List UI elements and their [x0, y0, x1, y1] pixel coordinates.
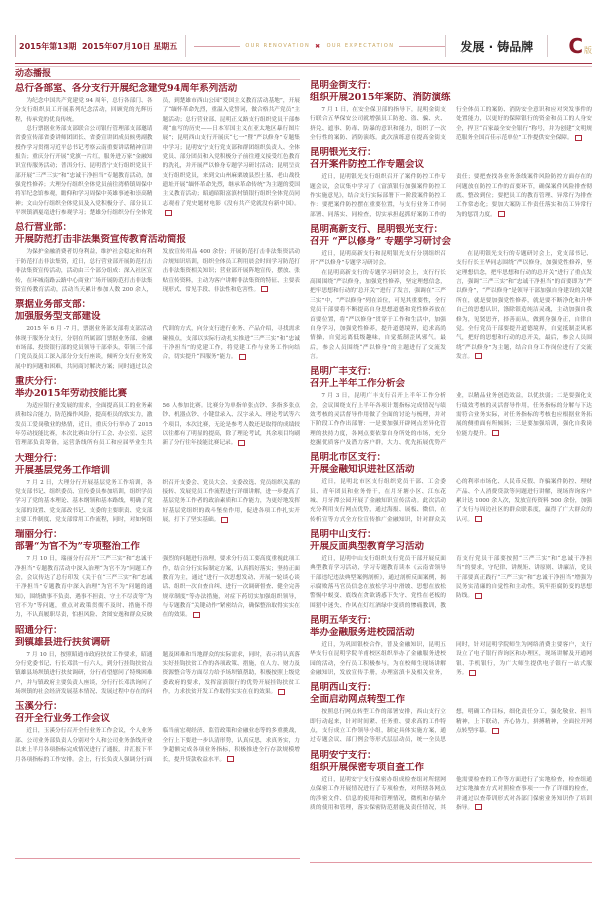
article-paragraph: [456, 250, 592, 362]
article-subheadline: 开展反面典型教育学习活动: [310, 541, 425, 552]
end-mark-icon: [498, 211, 505, 217]
slogan-right: OUR EXPECTATION: [326, 43, 395, 49]
article-body: [15, 651, 300, 698]
article-body: [310, 478, 592, 525]
end-mark-icon: [475, 804, 482, 810]
article-paragraph: [15, 97, 153, 125]
end-mark-icon: [469, 670, 476, 676]
article: [310, 529, 592, 611]
article: [15, 453, 300, 526]
issue-weekday: 星期五: [153, 41, 178, 51]
bottom-rule-right: [310, 862, 592, 863]
paragraph-text: 2015 年 6 月 -7 月，票据业务部支部将支部活动体现于服务分支行，分别在所属部门票据业务部、金融市场部、投资银行部的党员领导干部牵头，带领三个部门党员及员工深入部分分支行座谈，倾听分支行业务发展中的问题和困难，共同商讨解决方案；同时通过以会代训的方式，向分支行进行业务、产品介绍，寻找需求碰撞点，支部以实际行动扎实推进“三严三实”和“忠诚干净担当”的党建工作，将党建工作与业务工作向结合，切实提升“四服务”能力。: [15, 326, 300, 370]
article-headline: 昭通分行：: [15, 624, 63, 636]
article-headline: 昆明广丰支行：: [310, 366, 377, 378]
divider: [185, 35, 186, 57]
article-paragraph: [15, 479, 300, 526]
article-paragraph: [310, 776, 592, 813]
article-body: [15, 727, 300, 764]
article-subheadline: 开展防范打击非法集资宣传教育活动简报: [15, 234, 187, 246]
end-mark-icon: [227, 756, 234, 762]
article: [310, 452, 592, 525]
end-mark-icon: [475, 593, 482, 599]
article-headline: 重庆分行：: [15, 375, 63, 387]
edition-badge: [548, 36, 592, 56]
article-headline: 昆明西山支行：: [310, 682, 377, 694]
article-subheadline: 召开全行业务工作会议: [15, 713, 111, 725]
article-headline: 昆明金街支行：: [310, 80, 377, 91]
edition-letter: C: [568, 34, 583, 58]
article: [310, 682, 592, 745]
paragraph-text: 近日，昆明北市区支行组织党员干部、工会委员、青年团员和业务骨干，在月牙塘小区、江东花城、月牙潭公园开展了金融知识宣传活动。此次活动充分利用支行网点优势，通过海报、展板、微信，在传析宣等方式全方位宣传推广金融知识，针对群众关心的利率市场化、人民币反假、诈骗案件防控、理财产品、个人消费贷款等问题进行讲解，现场咨询客户累计达 1000 余人次，发放宣传资料 500 余份，加强了支行与周边社区的群众联系度，赢得了广大群众的认可。: [310, 479, 592, 523]
article-body: [310, 173, 592, 220]
article: [15, 222, 300, 295]
article-paragraph: [310, 173, 592, 220]
article-paragraph: [310, 478, 592, 525]
article-subheadline: 召开案件防控工作专题会议: [310, 159, 425, 171]
article-subheadline: 到镇雄县进行扶贫调研: [15, 636, 111, 648]
paragraph-text: 为保护金融消费者切身利益，维护社会稳定和有利于防范打击非法集资，近日，总行营业部开展防范打击非法集资宣传活动，活动由三个部分组成：深入社区宣传，在环城南路云路中心商业广场开展防范打击非法集资宣传教育活动，活动当天累计参加人数 200 余人，发放宣传用品 400 余份；开展防范打击非法集资活动合规知识培训，组织全体员工利用晨会时间学习防范打击非法集资相关知识；营业部开展阵地宣传，摆放、张贴宣传资料，主动为客户讲解非法集资的特征、主要表现形式、常见手段、非法性和危害性。: [15, 249, 300, 293]
article-body: [15, 479, 300, 526]
article-body: [15, 402, 300, 449]
article-headline: 昆明银光支行：: [310, 147, 377, 159]
article-subheadline: 召开 “严以修身” 专题学习研讨会: [310, 236, 452, 248]
paragraph-text: 近日，昆明中山支行组织支行党员干部开展反面典型教育学习活动，学习专题教育读本《云南省领导干部违纪违法典型案例剖析》，通过剖析反面案例，揭示腐败落马官员信念在放松学习中滑坡、思想在放松警惕中蜕变、底线在贪欲诱惑下失守、党性在老板的围猎中迷失、作风在灯红酒绿中变质的惨痛教训，教育支行党员干部要按照“三严三实”和“忠诚干净担当”的要求，守纪律、讲规矩、讲原则、讲廉洁，党员干部要真正践行“三严三实”和“忠诚干净担当”增强为民务实清廉的自觉性和主动性，筑牢拒腐防变的思想防线。: [310, 556, 592, 609]
article-subheadline: 举办金融服务进校园活动: [310, 627, 415, 639]
paragraph-text: 近日，昆明银光支行组织召开了案件防控工作专题会议，会议集中学习了《富滇银行加强案件防控工作实施意见》，结合支行实际部署下一阶段案件防控工作：要把案件防控摆在重要位置，与支行业务工作同部署、同落实、同检查，切实承担起抓好案防工作的责任；要把查找各业务条线案件风险防控方面存在的问题放在防控工作的首要环节，确保案件风险排查彻底、整改到位；要把员工的教育管理、异常行为排查工作常态化；要加大案防工作责任落实和员工异常行为的惩罚力度。: [310, 174, 592, 218]
end-mark-icon: [575, 135, 582, 141]
article-headline: 昆明五华支行：: [310, 615, 377, 627]
paragraph-text: 近日，昆明高新支行和昆明银光支行分别组织召开“严以修身”专题学习研讨会。: [310, 251, 446, 267]
paragraph-text: 7 月 1 日，在安全保卫部的指导下，昆明金街支行联合五华保安公司就增强员工防抢、盗、骗、火、挤兑、遮事、防毒、防暴的意识和能力，组织了一次全行性的案防、消防演练。此次演练意在提高金街支行全体员工的案防、消防安全意识和应对突发事件的处置能力，以更好的保障银行的资金和员工的人身安全，捍卫“百家最全安全银行”称号，并为创建“文明规范服务全国百佳示范单位”工作提供安全保障。: [310, 107, 592, 142]
right-column: [310, 80, 592, 817]
article: [310, 147, 592, 220]
article-paragraph: [310, 555, 592, 611]
article-subheadline: 加强服务型支部建设: [15, 311, 101, 323]
edition-suffix: 版: [584, 46, 592, 55]
end-mark-icon: [221, 517, 228, 523]
paragraph-text: 7 月 2 日，大理分行开展基层党务工作培训，各党支部书记、组织委员、宣传委员参加培训，组织学员学习了党的基本理论、基本纲领和基本路线，明确了党支部的设置、党支部改书记、支委的主要职责、党支部主要工作制度、党支部常用工作流程，同时，对如何组织召开支委会、党员大会、支委改选、党员组织关系的接转、发展党员工作流程进行详细讲解，进一步提高了基层党务工作者的政治素质和工作能力，为更好地发挥好基层党组织的战斗堡垒作用，促进各项工作扎实开展，打下了坚实基础。: [15, 479, 300, 523]
article-headline: 昆明中山支行：: [310, 529, 377, 540]
article-body: [310, 776, 592, 813]
article-headline: 昆明高新支行、昆明银光支行：: [310, 224, 444, 236]
article-subheadline: 部署“为官不为”专项整治工作: [15, 541, 140, 553]
article-headline: 昆明北市区支行：: [310, 452, 387, 464]
article-headline: 总行营业部：: [15, 222, 73, 234]
article-headline: 瑞丽分行：: [15, 529, 63, 541]
article: [15, 83, 300, 218]
article: [310, 80, 592, 143]
article-body: [15, 248, 300, 295]
article-paragraph: [310, 250, 446, 269]
article-subheadline: 开展金融知识进社区活动: [310, 464, 415, 476]
article-headline: 玉溪分行：: [15, 701, 63, 713]
article-body: [15, 97, 300, 218]
article-paragraph: [15, 555, 300, 620]
end-mark-icon: [475, 516, 482, 522]
article-paragraph: [15, 248, 300, 295]
end-mark-icon: [492, 728, 499, 734]
article: [15, 625, 300, 698]
article: [310, 615, 592, 678]
paragraph-text: 为纪念中国共产党建党 94 周年，总行各部门、各分支行组织员工开展系列纪念活动，回顾党的光辉历程，传承党的优良传统。: [15, 98, 153, 123]
article: [15, 299, 300, 372]
end-mark-icon: [238, 440, 245, 446]
slogan-left: OUR RENOVATION: [245, 43, 311, 49]
end-mark-icon: [278, 689, 285, 695]
article-paragraph: [15, 325, 300, 372]
slogan-rule: [399, 46, 445, 47]
article-paragraph: [310, 708, 592, 745]
article: [15, 376, 300, 449]
end-mark-icon: [193, 612, 200, 618]
end-mark-icon: [492, 430, 499, 436]
paragraph-text: 在昆明银光支行的专题研讨会上，党支部书记、支行行长王华同志围绕“严以修身，加强党性修养，坚定理想信念，把牢思想和行动的总开关”进行了重点发言，强调“三严三实”和“忠诚干净担当”的首要即为“严以修身”，“严以修身”是领导干部加强自身建设的关键所在，就是要加强党性修养，就是要不断净化和升华自己的思想认识，涤除银造纯洁灵魂，主动加强自我修为，见贤思齐，择善而从，做到身强身正，自律自觉。全行党员干部要提升道德境界，自觉抵制歪风邪气，把好的思想和行动的总开关，最后，参会人员围绕“严以修身”为主题，结合自身工作岗位进行了交流发言。: [456, 251, 592, 360]
article-paragraph: [310, 106, 592, 143]
cross-icon: ✖: [315, 42, 322, 50]
article: [15, 701, 300, 764]
paragraph-text: 为适应银行业发展的需求，全面提高员工的业务素质和综合能力，防范操作风险，提高柜员的软实力，激发员工爱岗敬业的热情，近日，重庆分行举办了 2015 年劳动技能比赛，本次比赛由分行工会、办公室、运营管理部负责筹备，运营条线所有员工和应届毕业生共 56 人参加比赛。比赛分为单指单张点钞、多指多张点钞、机器点钞、小键盘录入、汉字录入、理论考试等六个项目，本次比赛，无论是参考人数还是取得的成绩较以往都有了明显的提高，除了理论考试，其余项目均刷新了分行往年技能比赛记录。: [15, 402, 300, 447]
article-paragraph: [15, 727, 300, 764]
slogan: [194, 43, 445, 50]
issue-date: 2015年07月10日: [81, 41, 151, 51]
article-subheadline: 组织开展2015年案防、消防演练: [310, 92, 451, 103]
paragraph-text: 在昆明高新支行的专题学习研讨会上，支行行长高围围绕“严以修身，加强党性修养，坚定理想信念，把牢思想和行动的‘总开关’”进行了发言，强调在“三严三实”中，“严以修身”列在首位，可见其重要性，全行党员干部要将不断提高自身思想道德和党性修养放在首要位置，将“严以修身”贯穿于工作和生活中，加强自身学习，加强党性修养，提升道德境界，追求高尚情操，自觉远离低级趣味，自觉抵制歪风邪气。最后，参会人员围绕“严以修身”的主题进行了交流发言。: [310, 269, 446, 360]
article-paragraph: [310, 392, 592, 448]
paragraph-text: 近日，玉溪分行召开全行业务工作会议，个人业务部、公司业务部负责人分别对个人和公司业务条线开业以来上半月各项指标完成情况进行了通报，并汇报下半月各项指标的工作安排。会上，行长负责人强调分行面临当前宏观经济、监管政策和金融业态等的多重挑战，全行上下要进一步认清形势，认真反思，求真务实，力争超额完成各项业务指标，积极推进全行存款规模增长，提升贷款收益水平。: [15, 728, 300, 763]
bottom-rule-left: [15, 858, 300, 859]
end-mark-icon: [165, 210, 172, 216]
end-mark-icon: [239, 354, 246, 360]
paragraph-text: 7 月 3 日，昆明广丰支行召开上半年工作分析会，会议围绕支行上半年各项计划指标完成情况与绩效考核的灵活督导作用做了全面的讨论与梳理，并对下阶段工作作出部署：一是要加强开辟网点差异化管理的扶持力度，各网点要依靠自身所处的市场，充分挖掘优质客户及潜力客户群，大力、优先拓展优势产业，以精品业务创造效益，以优扶弱；二是要强化支行绩效考核的灵活督导作用，任务指标的分解与下达需符合业务实际，对任务指标的考核也应根据业务拓展的侧重面有所倾斜；三是要加强培训，强化自我岗位能力提升。: [310, 393, 592, 446]
paragraph-text: 7 月 10 日，按照昭通市政府扶贫工作要求，昭通分行党委书记、行长邓洪一行六人，到分行挂钩扶贫点镇雄县场坝镇进行扶贫调研，分行看望慰问了特殊困难户，并与镇政府主要负责人座谈，分行行长邓洪询问了场坝镇的社会经济发展基本情况、发展过程中存在的问题及困难和当地群众的实际需求，同时，表示将认真落实好挂钩扶贫工作的各项政策、措施，在人力、财力及资源整合等方面尽力给予场坝镇帮助，积极按照上级党委政府的要求，发挥富滇银行的优势开展挂钩扶贫工作，力求扶贫开发工作取得实实在在的效果。: [15, 651, 300, 696]
article-paragraph: [310, 269, 446, 362]
article-subheadline: 组织开展保密专项自查工作: [310, 761, 425, 773]
top-rule: [15, 63, 592, 64]
article: [310, 224, 592, 362]
left-column: [15, 68, 300, 769]
top-rule-light: [15, 66, 592, 67]
article-body: [310, 250, 592, 362]
article-subheadline: 举办2015年劳动技能比赛: [15, 387, 127, 399]
issue-info: [15, 35, 177, 57]
end-mark-icon: [475, 353, 482, 359]
article-headline: 大理分行：: [15, 452, 63, 464]
article-body: [310, 555, 592, 611]
article-headline: 昆明安宁支行：: [310, 749, 377, 761]
paragraph-text: 7 月 10 日，瑞丽分行召开“三严三实”和“忠诚干净担当”专题教育活动中深入治理“为官不为”问题工作会，会议传达了总行印发《关于在“三严三实”和“忠诚干净担当”专题教育中深入治理“为官不为”问题的通知》，围绕做事不负责、遇事不担责、守土不尽责等“为官不为”等问题，重点对政策贯彻不及时、措施不得力，不认真履职尽责，怕担风险、贪图安逸和群众反映强烈的问题进行治理，要求分行员工要高度重视此项工作，结合分行实际制定方案，认真抓好落实；坚持正面教育为主，通过“进行一次思想发动、开展一轮谈心谈话、组织一次自查自纠、进行一次调研督查、健全完善规章制度”等办法措施，对症下药切实加强组织领导，与专题教育“关键动作”紧密结合，确保整治取得实实在在的效果。: [15, 556, 300, 619]
article-subheadline: 召开上半年工作分析会: [310, 378, 406, 390]
article-body: [15, 325, 300, 372]
article: [310, 366, 592, 448]
article-headline: 票据业务部支部：: [15, 299, 92, 311]
article-subheadline: 全面启动网点转型工作: [310, 694, 406, 706]
article-body: [310, 106, 592, 143]
article-body: [15, 555, 300, 620]
article-paragraph: [15, 402, 300, 449]
article-body: [310, 392, 592, 448]
article-paragraph: [310, 641, 592, 678]
paragraph-text: 总行票据业务部支部联合公司银行管理部支部邀请省委宣传部省委讲师团团长、省委宣讲团成员候勇副教授作学习贯彻习近平总书记考察云南重要讲话精神宣讲报告；重庆分行开展“党旗一片红，服务进万家”金融知识宣传服务活动；普洱分行、昆明普宁支行组织党员干部开展“三严三实”和“忠诚干净担当”专题教育活动，加强党性修养；大理分行组织全体党员前往湾桥镇周保中将军纪念馆参观，瞻仰和学习周保中英雄事迹和崇高精神；文山分行组织全体党员及入党积极分子、部分员工平坝镇洒戛竜进行参观学习；楚雄分行组织分行全体党员，到楚雄市西山公园“爱国主义教育活动基地”，开展了“缅怀革命先烈，重温入党誓词，做合格共产党员”主题活动；总行营业部、昆明正义路支行组织党员干部参观“血写的历史——日本军国主义在亚太地区暴行图片展”；昆明西山支行开展庆“七一”暨“严以修身”专题集中学习；昆明安宁支行党支部和群团组织负责人、全体党员、部分团员和入党积极分子前往遵义接受红色教育的洗礼，并开展严以修身专题学习研讨活动；昆明呈贡支行组织党员，来到文山州麻栗坡县烈士墓、老山战役遗址开展“缅怀革命先烈，继承革命传统”为主题的爱国主义教育活动；昭通昭阳富滇村镇银行组织全体党员同志观看了党史题材电影《没有共产党就没有新中国》。: [15, 98, 300, 217]
article-body: [310, 708, 592, 745]
issue-number: 2015年第13期: [19, 41, 77, 51]
paragraph-text: 近日，为巩固银校合作，普及金融知识，昆明五华支行在昆明学院羊甫校区组织举办了金融服务进校园的活动，全行员工积极参与，为在校师生现场讲解金融知识，发放宣传手册，办理富滇卡及相关业务，同时，针对昆明学院师生为网络消费主要客户，支行设立了电子银行咨询区和办理区，现场讲解及开通网银、手机银行，为广大师生提供电子银行一站式服务。: [310, 642, 592, 677]
paragraph-text: 按照总行网点转型工作的部署安排，西山支行立即行动起来，针对时间紧、任务重、要求高的工作特点，支行成立工作领导小组，制定具体实施方案，通过专题会议、部门例会等形式层层动员，统一全员思想，明确工作目标，细化责任分工，强化敬业、担当精神，上下联动，齐心协力，拼搏精神，全面拉开网点转型序幕。: [310, 709, 592, 744]
article: [310, 750, 592, 813]
section-title: 发展 · 铸品牌: [445, 35, 548, 57]
article-body: [310, 641, 592, 678]
article-headline: 总行各部室、各分支行开展纪念建党94周年系列活动: [15, 83, 238, 94]
rubric-title: 动态播报: [15, 68, 300, 80]
end-mark-icon: [261, 286, 268, 292]
masthead: [15, 33, 592, 59]
article-paragraph: [15, 651, 300, 698]
paragraph-text: 近日，昆明安宁支行保密办组成检查组对所辖网点保密工作开展情况进行了专项检查，对所辖各网点的涉密文件、信息的使用和管理情况，微机和存储介质的使用和管理，落实保密防范措施及责任情况，其他需要检查的工作等方面进行了实地检查，检查组通过实地抽查方式对照检查事项一一作了详细的检查，并通过以查带训形式对各部门保密业务知识作了培训指导。: [310, 776, 592, 811]
article-subheadline: 开展基层党务工作培训: [15, 464, 111, 476]
article: [15, 529, 300, 620]
slogan-rule: [194, 46, 240, 47]
